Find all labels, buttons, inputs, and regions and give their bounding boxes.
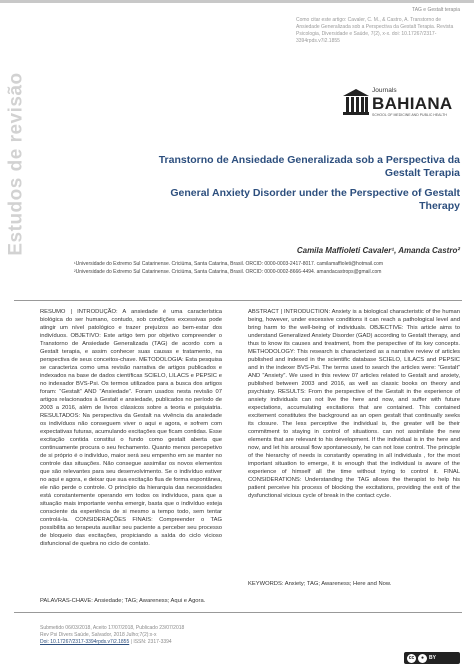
journal-logo: [342, 84, 464, 122]
running-head: TAG e Gestalt terapia: [412, 7, 460, 13]
logo-journals-text: Journals: [372, 87, 397, 94]
divider-top: [14, 300, 462, 301]
creative-commons-badge[interactable]: [404, 652, 460, 664]
divider-bottom: [14, 612, 462, 613]
logo-bahiana-text: BAHIANA: [372, 94, 453, 113]
affiliation-1: ¹Universidade do Extremo Sul Catarinense. Criciúma, Santa Catarina, Brasil. ORCID: 0000-0003-2417-8017. camilamaffioleti@hotmail.com: [74, 261, 384, 267]
side-section-title: [0, 64, 34, 264]
footer-doi-line: [40, 639, 184, 646]
footer-journal-ref: Rev Psi Divers Saúde, Salvador, 2018 Julho;7(2):x-x: [40, 632, 157, 638]
logo-tagline: SCHOOL OF MEDICINE AND PUBLIC HEALTH: [372, 113, 447, 117]
resumo-column: [40, 308, 222, 548]
palavras-chave: PALAVRAS-CHAVE: Ansiedade; TAG; Awareness; Aqui e Agora.: [40, 598, 206, 604]
citation-note: Como citar este artigo: Cavaler, C. M., & Castro, A. Transtorno de Ansiedade Generalizada sob a Perspectiva da Gestalt Terapia. Revista Psicologia, Diversidade e Saúde, 7(2), x-x. doi: 10.17267/2317-3394rpds.v7i2.1855: [296, 17, 454, 44]
title-english: General Anxiety Disorder under the Perspective of Gestalt Therapy: [170, 187, 460, 212]
resumo-text: RESUMO | INTRODUÇÃO: A ansiedade é uma característica biológica do ser humano, contudo, sob condições excessivas pode atingir um nível patológico e trazer prejuízos ao bem-estar dos indivíduos. OBJETIVO: Este artigo tem por objetivo compreender o Transtorno de Ansiedade Generalizada (TAG) de acordo com a Gestalt terapia, e assim conhecer suas causas e tratamento, na perspectiva de seus conceitos-chave. METODOLOGIA: Esta pesquisa se caracteriza como uma revisão narrativa de artigos publicados e indexados na base de dados científicas SCIELO, LILACS e PEPSIC e no indexador BVS-Psi. Os termos utilizados para a busca dos artigos foram: “Gestalt” AND “Ansiedade”. Foram usados nesta revisão 07 artigos relacionados à Gestalt e ansiedade, publicados no período de 2003 a 2016, além de livros clássicos sobre a teoria e psiquiatria. RESULTADOS: Na perspectiva da Gestalt na vivência da ansiedade os indivíduos não conseguem viver o aqui e agora, e sofrem com expectativas futuras, acumulando excitações que ficam contidas. Esse excitação contida constitui o fundo como gestalt aberta que continuamente procura o seu fechamento. Quanto menos percepetivo de si próprio é o indivíduo, maior será seu empenho em se manter no controle das situações. Não consegue assimilar os novos elementos que são relevantes para seu desenvolvimento. Se o indivíduo estiver no aqui e agora, e deixar que sua excitação flua de forma espontânea, ele não perde o controle. O princípio da hierarquia das necessidades está constantemente operando em todos os indivíduos, para que a situação mais importante venha emergir, basta que o indivíduo esteja consciente da experiência de si mesmo a tempo todo, sem tentar controlá-la. CONSIDERAÇÕES FINAIS: Compreender o TAG possibilita ao terapeuta auxiliar seu paciente a perceber seu processo de bloqueio das excitações, propiciando a saída do ciclo vicioso disfuncional de quebra no ciclo de contato.: [40, 309, 222, 547]
issn-text: | ISSN: 2317-3394: [129, 639, 172, 645]
abstract-text: ABSTRACT | INTRODUCTION: Anxiety is a biological characteristic of the human being, however, under excessive conditions it can reach a pathological level and bring harm to the well-being of individuals. OBJECTIVE: This article aims to understand Generalized Anxiety Disorder (GAD) according to Gestalt therapy, and thus to know its causes and treatment, from the perspective of its key concepts. METHODOLOGY: This research is characterized as a narrative review of articles published and indexed in the scientific database SCIELO, LILACS and PEPSIC and in the indexer BVS-Psi. The terms used to search the articles were: “Gestalt” AND “Anxiety”. We used in this review 07 articles related to Gestalt and anxiety, published between 2003 and 2016, as well as classic books on theory and psychiatry. RESULTS: From the perspective of the Gestalt in the experience of anxiety individuals can not live the here and now, and suffer with future expectations, accumulating excitations that are contained. This contained excitement constitutes the background as an open gestalt that continually seeks its closure. The less perceptive the individual is, the greater will be their commitment to staying in control of situations. can not assimilate the new elements that are relevant to his development. If the individual is in the here and now, and let his arousal flow spontaneously, he can not lose control. The principle of the hierarchy of needs is constantly operating in all individuals , for the most important situation to emerge, it is enough that the individual is aware of the experience of himself all the time without trying to control it. FINAL CONSIDERATIONS: Understanding the TAG allows the therapist to help his patient perceive his process of blocking the excitations, providing the exit of the dysfunctional vicious cycle of break in the contact cycle.: [248, 309, 460, 499]
affiliations: [74, 261, 462, 276]
affiliation-2: ²Universidade do Extremo Sul Catarinense. Criciúma, Santa Catarina, Brasil. ORCID: 0000-0002-8666-4494. amandacastrops@gmail.com: [74, 268, 382, 275]
footer-info: [40, 625, 184, 646]
building-icon: [342, 88, 370, 116]
cc-icon: cc: [408, 655, 415, 661]
side-title-text: Estudos de revisão: [6, 72, 28, 256]
author-list: Camila Maffioleti Cavaler¹, Amanda Castro²: [296, 246, 460, 255]
keywords-en: KEYWORDS: Anxiety; TAG; Awareness; Here and Now.: [248, 581, 392, 587]
footer-dates: Submetido 06/03/2018, Aceito 17/07/2018, Publicado 23/07/2018: [40, 625, 185, 631]
abstract-column: [248, 308, 460, 500]
license-label: BY: [429, 655, 436, 661]
by-person-icon: ●: [418, 654, 427, 663]
title-portuguese: Transtorno de Ansiedade Generalizada sob a Perspectiva da Gestalt Terapia: [158, 154, 460, 179]
article-titles: [150, 154, 460, 213]
doi-link[interactable]: Doi: 10.17267/2317-3394rpds.v7i2.1855: [40, 639, 130, 645]
top-bar: [0, 0, 474, 3]
